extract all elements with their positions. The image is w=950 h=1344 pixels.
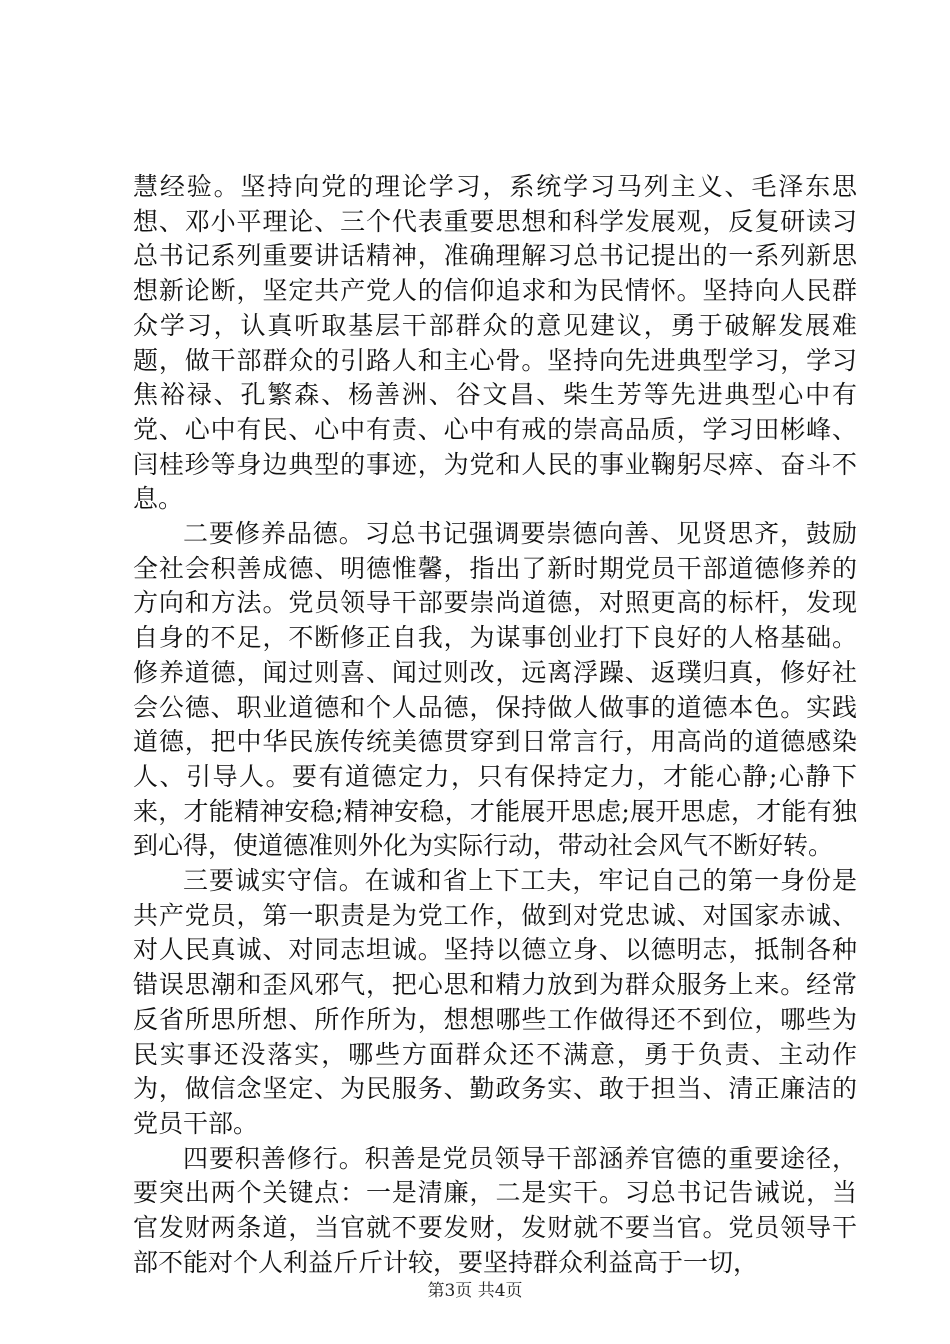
page-number-footer: 第3页 共4页 <box>427 1281 523 1301</box>
paragraph-2: 二要修养品德。习总书记强调要崇德向善、见贤思齐，鼓励全社会积善成德、明德惟馨，指出了新时期党员干部道德修养的方向和方法。党员领导干部要崇尚道德，对照更高的标杆，发现自身的不足，不断修正自我，为谋事创业打下良好的人格基础。修养道德，闻过则喜、闻过则改，远离浮躁、返璞归真，修好社会公德、职业道德和个人品德，保持做人做事的道德本色。实践道德，把中华民族传统美德贯穿到日常言行，用高尚的道德感染人、引导人。要有道德定力，只有保持定力，才能心静;心静下来，才能精神安稳;精神安稳，才能展开思虑;展开思虑，才能有独到心得，使道德准则外化为实际行动，带动社会风气不断好转。 <box>133 519 857 861</box>
paragraph-3: 三要诚实守信。在诚和省上下工夫，牢记自己的第一身份是共产党员，第一职责是为党工作，做到对党忠诚、对国家赤诚、对人民真诚、对同志坦诚。坚持以德立身、以德明志，抵制各种错误思潮和歪风邪气，把心思和精力放到为群众服务上来。经常反省所思所想、所作所为，想想哪些工作做得还不到位，哪些为民实事还没落实，哪些方面群众还不满意，勇于负责、主动作为，做信念坚定、为民服务、勤政务实、敢于担当、清正廉洁的党员干部。 <box>133 866 857 1138</box>
paragraph-4: 四要积善修行。积善是党员领导干部涵养官德的重要途径，要突出两个关键点：一是清廉，二是实干。习总书记告诫说，当官发财两条道，当官就不要发财，发财就不要当官。党员领导干部不能对个人利益斤斤计较，要坚持群众利益高于一切， <box>133 1143 857 1277</box>
document-body <box>133 170 857 1281</box>
paragraph-1: 慧经验。坚持向党的理论学习，系统学习马列主义、毛泽东思想、邓小平理论、三个代表重要思想和科学发展观，反复研读习总书记系列重要讲话精神，准确理解习总书记提出的一系列新思想新论断，坚定共产党人的信仰追求和为民情怀。坚持向人民群众学习，认真听取基层干部群众的意见建议，勇于破解发展难题，做干部群众的引路人和主心骨。坚持向先进典型学习，学习焦裕禄、孔繁森、杨善洲、谷文昌、柴生芳等先进典型心中有党、心中有民、心中有责、心中有戒的崇高品质，学习田彬峰、闫桂珍等身边典型的事迹，为党和人民的事业鞠躬尽瘁、奋斗不息。 <box>133 172 857 514</box>
